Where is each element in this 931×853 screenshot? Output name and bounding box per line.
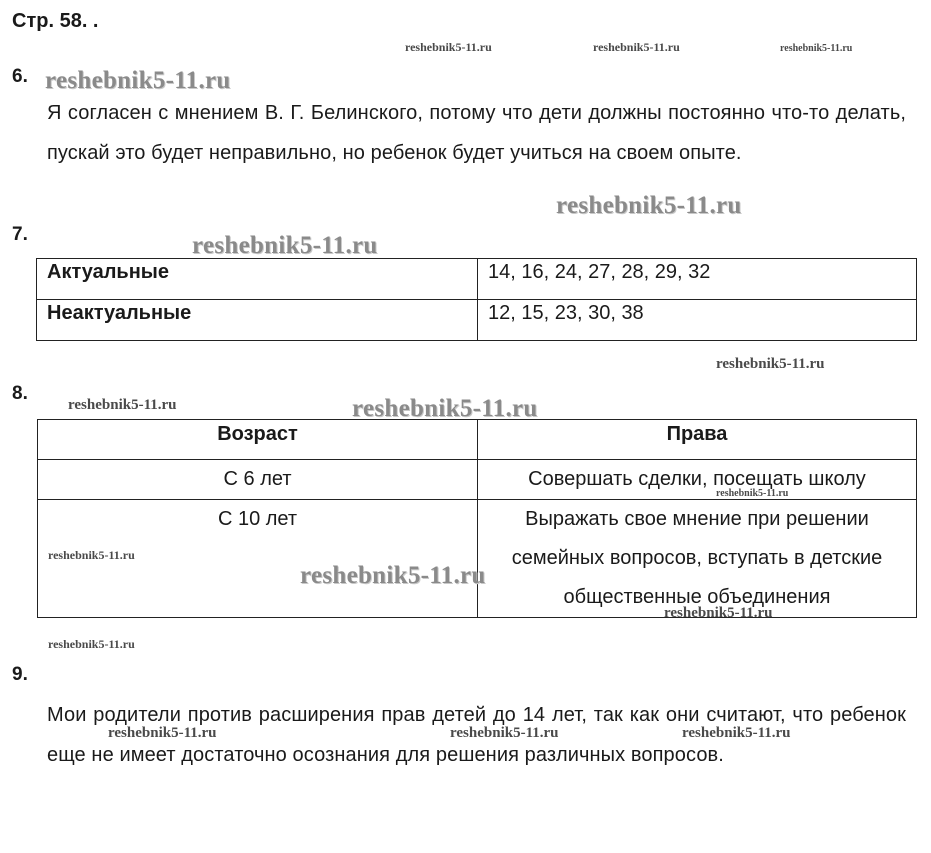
table-cell: С 6 лет	[38, 460, 478, 500]
table-row	[37, 259, 917, 300]
table-cell: Актуальные	[37, 259, 478, 300]
watermark: reshebnik5-11.ru	[48, 637, 135, 651]
watermark: reshebnik5-11.ru	[352, 395, 538, 422]
table-cell: Совершать сделки, посещать школу	[478, 460, 917, 500]
page-heading: Стр. 58. .	[12, 10, 99, 32]
task-6-text: Я согласен с мнением В. Г. Белинского, потому что дети должны постоянно что-то делать, пускай это будет неправильно, но ребенок будет учиться на своем опыте.	[47, 102, 906, 164]
watermark: reshebnik5-11.ru	[664, 605, 773, 621]
watermark: reshebnik5-11.ru	[48, 548, 135, 562]
table-cell: Выражать свое мнение при решении семейных вопросов, вступать в детские общественные объединения	[478, 500, 917, 618]
watermark: reshebnik5-11.ru	[593, 40, 680, 54]
task-7-number: 7.	[12, 224, 28, 245]
watermark: reshebnik5-11.ru	[300, 562, 486, 589]
watermark: reshebnik5-11.ru	[682, 725, 791, 741]
task-6-number: 6.	[12, 66, 28, 87]
watermark: reshebnik5-11.ru	[556, 192, 742, 219]
task-9-number: 9.	[12, 664, 28, 685]
watermark: reshebnik5-11.ru	[45, 67, 231, 94]
task-7-table	[36, 258, 917, 341]
table-cell: Неактуальные	[37, 300, 478, 341]
watermark: reshebnik5-11.ru	[68, 397, 177, 413]
watermark: reshebnik5-11.ru	[108, 725, 217, 741]
task-9-text: Мои родители против расширения прав детей до 14 лет, так как они считают, что ребенок еще не имеет достаточно осознания для решения различных вопросов.	[47, 704, 906, 766]
watermark: reshebnik5-11.ru	[405, 40, 492, 54]
watermark: reshebnik5-11.ru	[716, 356, 825, 372]
column-header-age: Возраст	[38, 420, 478, 460]
watermark: reshebnik5-11.ru	[192, 232, 378, 259]
table-cell: 14, 16, 24, 27, 28, 29, 32	[478, 259, 917, 300]
table-header-row	[38, 420, 917, 460]
watermark: reshebnik5-11.ru	[450, 725, 559, 741]
table-cell: С 10 лет	[38, 500, 478, 618]
watermark: reshebnik5-11.ru	[780, 43, 853, 54]
table-cell: 12, 15, 23, 30, 38	[478, 300, 917, 341]
table-row	[37, 300, 917, 341]
table-row	[38, 500, 917, 618]
column-header-rights: Права	[478, 420, 917, 460]
watermark: reshebnik5-11.ru	[716, 488, 789, 499]
task-8-number: 8.	[12, 383, 28, 404]
